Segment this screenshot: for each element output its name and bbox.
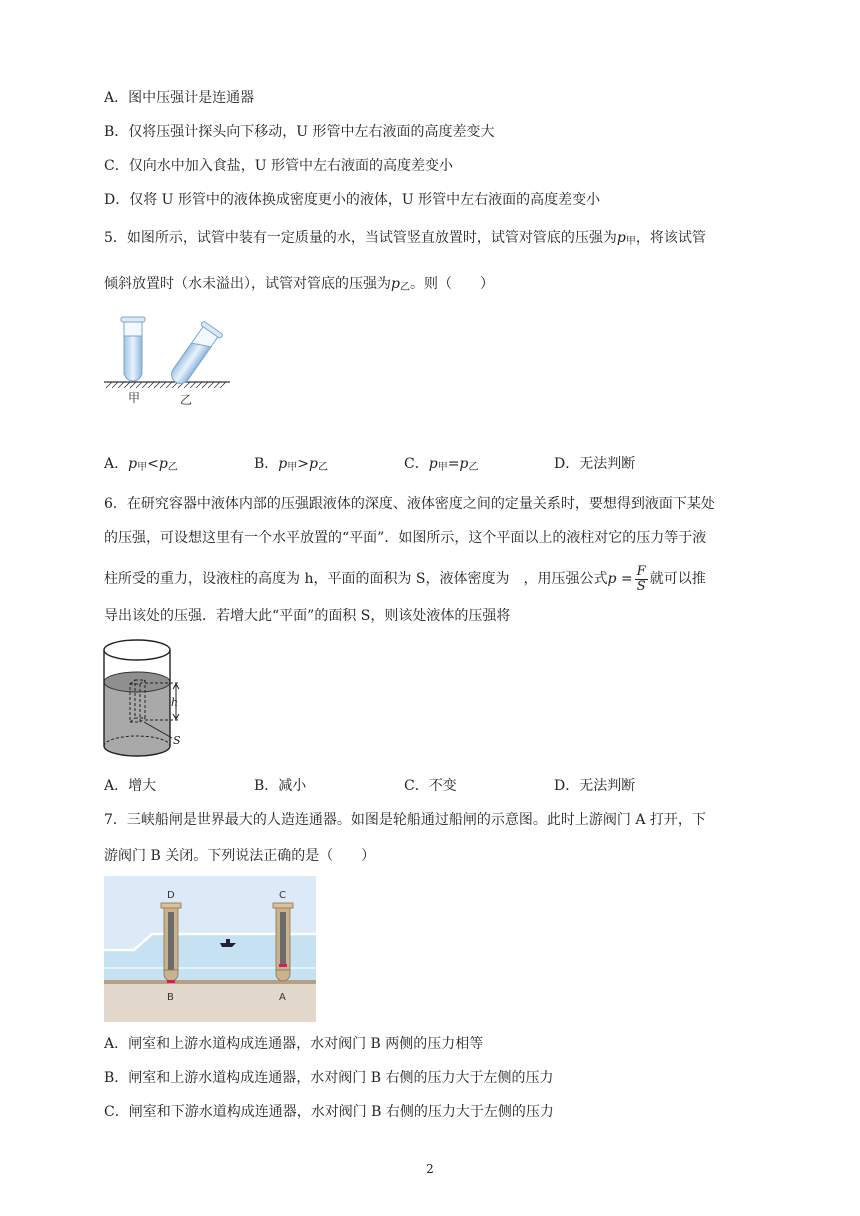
formula-fraction: $\frac{F}{S}$ (636, 563, 646, 594)
q5-option-c: C．$p_甲=p_乙$ (404, 456, 479, 473)
label-yi: 乙 (180, 393, 193, 407)
q5-stem-line2: 倾斜放置时（水未溢出），试管对管底的压强为$p_乙$。则（ ） (104, 276, 494, 293)
q6-option-d: D．无法判断 (554, 778, 636, 794)
q7-stem-line2: 游阀门 B 关闭。下列说法正确的是（ ） (104, 848, 376, 864)
label-b: B (167, 992, 174, 1003)
page-number: 2 (426, 1162, 434, 1176)
label-jia: 甲 (128, 391, 141, 405)
q7-option-c: C．闸室和下游水道构成连通器，水对阀门 B 右侧的压力大于左侧的压力 (104, 1104, 554, 1120)
cylinder-figure (100, 634, 200, 764)
q7-option-b: B．闸室和上游水道构成连通器，水对阀门 B 右侧的压力大于左侧的压力 (104, 1070, 554, 1086)
q4-option-b: B．仅将压强计探头向下移动，U 形管中左右液面的高度差变大 (104, 124, 495, 140)
q4-option-d: D．仅将 U 形管中的液体换成密度更小的液体，U 形管中左右液面的高度差变小 (104, 192, 601, 208)
label-a: A (279, 992, 286, 1003)
q6-stem-line2: 的压强，可设想这里有一个水平放置的“平面”．如图所示，这个平面以上的液柱对它的压力等于液 (104, 530, 707, 546)
label-h: h (171, 696, 179, 709)
formula-lhs: p = (607, 571, 633, 587)
label-d: D (167, 890, 175, 901)
q6-stem-line4: 导出该处的压强．若增大此“平面”的面积 S，则该处液体的压强将 (104, 608, 511, 624)
q6-option-b: B．减小 (254, 778, 307, 794)
label-c: C (279, 890, 286, 901)
ship-lock-figure (104, 876, 316, 1022)
q4-option-c: C．仅向水中加入食盐，U 形管中左右液面的高度差变小 (104, 158, 453, 174)
q6-option-c: C．不变 (404, 778, 457, 794)
test-tube-figure (100, 314, 250, 414)
q4-option-a: A．图中压强计是连通器 (104, 90, 255, 106)
q7-stem-line1: 7．三峡船闸是世界最大的人造连通器。如图是轮船通过船闸的示意图。此时上游阀门 A 打开，下 (104, 812, 706, 828)
q5-option-d: D．无法判断 (554, 456, 636, 472)
q6-option-a: A．增大 (104, 778, 157, 794)
q5-option-b: B．$p_甲>p_乙$ (254, 456, 328, 473)
q7-option-a: A．闸室和上游水道构成连通器，水对阀门 B 两侧的压力相等 (104, 1036, 484, 1052)
q6-stem-line1: 6．在研究容器中液体内部的压强跟液体的深度、液体密度之间的定量关系时，要想得到液面下某处 (104, 496, 715, 512)
q5-option-a: A．$p_甲<p_乙$ (104, 456, 178, 473)
q5-stem-line1: 5．如图所示，试管中装有一定质量的水，当试管竖直放置时，试管对管底的压强为$p_甲$，将该试管 (104, 230, 706, 247)
q6-stem-line3: 柱所受的重力，设液柱的高度为 h，平面的面积为 S，液体密度为 ，用压强公式p = $\frac{F}{S}$ 就可以推 (104, 563, 706, 594)
label-s: S (173, 734, 181, 747)
